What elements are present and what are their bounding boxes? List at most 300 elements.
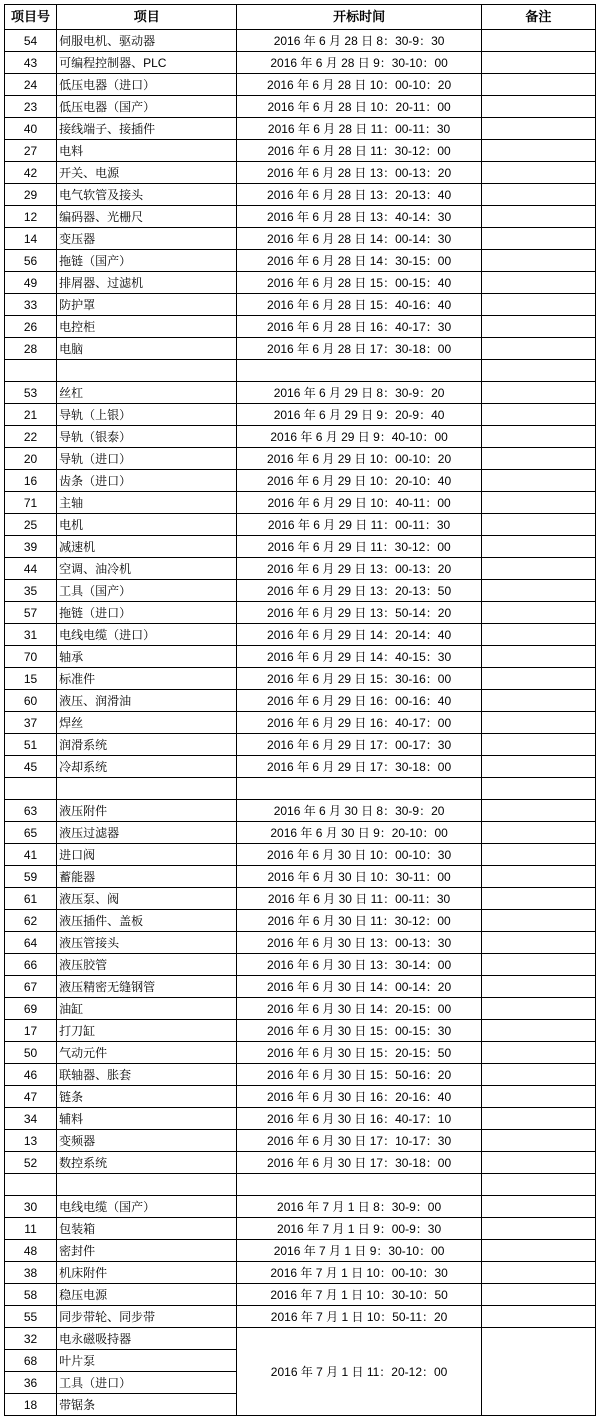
cell-remark bbox=[481, 866, 595, 888]
cell-remark bbox=[481, 844, 595, 866]
cell-bid-time: 2016 年 7 月 1 日 11：20-12：00 bbox=[237, 1328, 481, 1416]
table-row bbox=[5, 998, 596, 1020]
cell-project-name: 联轴器、胀套 bbox=[57, 1064, 237, 1086]
cell-remark bbox=[481, 338, 595, 360]
cell-bid-time: 2016 年 6 月 29 日 10：20-10：40 bbox=[237, 470, 481, 492]
cell-remark bbox=[481, 426, 595, 448]
cell-project-name: 变压器 bbox=[57, 228, 237, 250]
table-row bbox=[5, 294, 596, 316]
cell-remark bbox=[481, 74, 595, 96]
table-row bbox=[5, 1218, 596, 1240]
table-row bbox=[5, 1262, 596, 1284]
cell-remark bbox=[481, 800, 595, 822]
cell-project-no: 60 bbox=[5, 690, 57, 712]
cell-remark bbox=[481, 998, 595, 1020]
cell-remark bbox=[481, 162, 595, 184]
cell-project-name: 润滑系统 bbox=[57, 734, 237, 756]
cell-remark bbox=[481, 1218, 595, 1240]
bid-schedule-table bbox=[4, 4, 596, 1416]
column-header-project-no: 项目号 bbox=[5, 5, 57, 30]
spacer-cell bbox=[57, 1174, 237, 1196]
cell-project-name: 打刀缸 bbox=[57, 1020, 237, 1042]
cell-bid-time: 2016 年 6 月 28 日 15：00-15：40 bbox=[237, 272, 481, 294]
cell-project-name: 工具（国产） bbox=[57, 580, 237, 602]
table-row bbox=[5, 712, 596, 734]
cell-remark bbox=[481, 1042, 595, 1064]
cell-project-no: 25 bbox=[5, 514, 57, 536]
cell-remark bbox=[481, 976, 595, 998]
cell-project-no: 37 bbox=[5, 712, 57, 734]
cell-project-no: 26 bbox=[5, 316, 57, 338]
cell-project-no: 36 bbox=[5, 1372, 57, 1394]
cell-bid-time: 2016 年 6 月 30 日 15：50-16：20 bbox=[237, 1064, 481, 1086]
cell-project-name: 伺服电机、驱动器 bbox=[57, 30, 237, 52]
cell-bid-time: 2016 年 6 月 29 日 17：30-18：00 bbox=[237, 756, 481, 778]
cell-bid-time: 2016 年 6 月 28 日 8：30-9：30 bbox=[237, 30, 481, 52]
table-row bbox=[5, 206, 596, 228]
table-row bbox=[5, 52, 596, 74]
cell-bid-time: 2016 年 6 月 28 日 16：40-17：30 bbox=[237, 316, 481, 338]
cell-project-no: 17 bbox=[5, 1020, 57, 1042]
cell-remark bbox=[481, 1130, 595, 1152]
cell-project-no: 30 bbox=[5, 1196, 57, 1218]
table-row bbox=[5, 1042, 596, 1064]
cell-project-name: 稳压电源 bbox=[57, 1284, 237, 1306]
cell-project-no: 14 bbox=[5, 228, 57, 250]
table-row bbox=[5, 1086, 596, 1108]
cell-bid-time: 2016 年 6 月 30 日 10：30-11：00 bbox=[237, 866, 481, 888]
cell-project-no: 16 bbox=[5, 470, 57, 492]
cell-project-no: 35 bbox=[5, 580, 57, 602]
table-row bbox=[5, 866, 596, 888]
table-row bbox=[5, 74, 596, 96]
cell-project-no: 55 bbox=[5, 1306, 57, 1328]
cell-project-name: 冷却系统 bbox=[57, 756, 237, 778]
cell-bid-time: 2016 年 6 月 29 日 8：30-9：20 bbox=[237, 382, 481, 404]
cell-project-no: 13 bbox=[5, 1130, 57, 1152]
cell-project-no: 28 bbox=[5, 338, 57, 360]
cell-project-no: 42 bbox=[5, 162, 57, 184]
cell-project-name: 电线电缆（进口） bbox=[57, 624, 237, 646]
cell-bid-time: 2016 年 6 月 30 日 16：20-16：40 bbox=[237, 1086, 481, 1108]
table-row bbox=[5, 976, 596, 998]
cell-project-name: 标准件 bbox=[57, 668, 237, 690]
cell-project-name: 机床附件 bbox=[57, 1262, 237, 1284]
cell-project-no: 32 bbox=[5, 1328, 57, 1350]
cell-project-no: 15 bbox=[5, 668, 57, 690]
column-header-bid-time: 开标时间 bbox=[237, 5, 481, 30]
cell-bid-time: 2016 年 6 月 29 日 11：00-11：30 bbox=[237, 514, 481, 536]
cell-project-name: 空调、油冷机 bbox=[57, 558, 237, 580]
table-row bbox=[5, 844, 596, 866]
table-row bbox=[5, 1328, 596, 1350]
header-row bbox=[5, 5, 596, 30]
cell-project-name: 包装箱 bbox=[57, 1218, 237, 1240]
cell-project-name: 焊丝 bbox=[57, 712, 237, 734]
table-header bbox=[5, 5, 596, 30]
cell-remark bbox=[481, 140, 595, 162]
cell-bid-time: 2016 年 6 月 28 日 17：30-18：00 bbox=[237, 338, 481, 360]
cell-project-no: 51 bbox=[5, 734, 57, 756]
cell-remark bbox=[481, 954, 595, 976]
cell-project-name: 液压精密无缝钢管 bbox=[57, 976, 237, 998]
cell-project-no: 44 bbox=[5, 558, 57, 580]
cell-remark bbox=[481, 1284, 595, 1306]
cell-project-no: 71 bbox=[5, 492, 57, 514]
cell-bid-time: 2016 年 6 月 30 日 17：10-17：30 bbox=[237, 1130, 481, 1152]
cell-project-no: 58 bbox=[5, 1284, 57, 1306]
cell-project-no: 34 bbox=[5, 1108, 57, 1130]
cell-project-no: 53 bbox=[5, 382, 57, 404]
cell-project-name: 导轨（进口） bbox=[57, 448, 237, 470]
cell-bid-time: 2016 年 6 月 29 日 14：20-14：40 bbox=[237, 624, 481, 646]
cell-project-no: 38 bbox=[5, 1262, 57, 1284]
cell-project-name: 编码器、光栅尺 bbox=[57, 206, 237, 228]
cell-bid-time: 2016 年 6 月 28 日 11：30-12：00 bbox=[237, 140, 481, 162]
cell-bid-time: 2016 年 6 月 29 日 15：30-16：00 bbox=[237, 668, 481, 690]
table-row bbox=[5, 1108, 596, 1130]
cell-bid-time: 2016 年 7 月 1 日 10：30-10：50 bbox=[237, 1284, 481, 1306]
cell-project-no: 70 bbox=[5, 646, 57, 668]
table-row bbox=[5, 140, 596, 162]
cell-bid-time: 2016 年 6 月 30 日 9：20-10：00 bbox=[237, 822, 481, 844]
cell-bid-time: 2016 年 6 月 30 日 13：30-14：00 bbox=[237, 954, 481, 976]
cell-bid-time: 2016 年 7 月 1 日 8：30-9：00 bbox=[237, 1196, 481, 1218]
cell-project-name: 带锯条 bbox=[57, 1394, 237, 1416]
cell-bid-time: 2016 年 6 月 29 日 16：40-17：00 bbox=[237, 712, 481, 734]
cell-project-name: 电脑 bbox=[57, 338, 237, 360]
table-row bbox=[5, 1240, 596, 1262]
cell-project-name: 叶片泵 bbox=[57, 1350, 237, 1372]
cell-project-name: 密封件 bbox=[57, 1240, 237, 1262]
cell-project-name: 同步带轮、同步带 bbox=[57, 1306, 237, 1328]
cell-project-name: 可编程控制器、PLC bbox=[57, 52, 237, 74]
cell-remark bbox=[481, 1020, 595, 1042]
table-row bbox=[5, 954, 596, 976]
cell-remark bbox=[481, 404, 595, 426]
column-header-project: 项目 bbox=[57, 5, 237, 30]
cell-project-name: 低压电器（国产） bbox=[57, 96, 237, 118]
spacer-cell bbox=[57, 360, 237, 382]
cell-project-name: 液压附件 bbox=[57, 800, 237, 822]
cell-bid-time: 2016 年 6 月 28 日 15：40-16：40 bbox=[237, 294, 481, 316]
cell-remark bbox=[481, 470, 595, 492]
spacer-cell bbox=[481, 1174, 595, 1196]
cell-remark bbox=[481, 910, 595, 932]
cell-project-name: 进口阀 bbox=[57, 844, 237, 866]
cell-project-name: 变频器 bbox=[57, 1130, 237, 1152]
cell-bid-time: 2016 年 7 月 1 日 10：00-10：30 bbox=[237, 1262, 481, 1284]
cell-bid-time: 2016 年 6 月 30 日 11：30-12：00 bbox=[237, 910, 481, 932]
cell-project-no: 43 bbox=[5, 52, 57, 74]
cell-remark bbox=[481, 558, 595, 580]
cell-project-no: 40 bbox=[5, 118, 57, 140]
cell-bid-time: 2016 年 6 月 30 日 8：30-9：20 bbox=[237, 800, 481, 822]
cell-remark bbox=[481, 382, 595, 404]
cell-project-name: 油缸 bbox=[57, 998, 237, 1020]
cell-project-no: 21 bbox=[5, 404, 57, 426]
table-row bbox=[5, 646, 596, 668]
cell-bid-time: 2016 年 6 月 28 日 14：00-14：30 bbox=[237, 228, 481, 250]
table-row bbox=[5, 668, 596, 690]
spacer-cell bbox=[237, 778, 481, 800]
cell-project-no: 49 bbox=[5, 272, 57, 294]
cell-project-no: 64 bbox=[5, 932, 57, 954]
cell-bid-time: 2016 年 6 月 28 日 9：30-10：00 bbox=[237, 52, 481, 74]
cell-remark bbox=[481, 492, 595, 514]
cell-remark bbox=[481, 228, 595, 250]
cell-project-name: 液压泵、阀 bbox=[57, 888, 237, 910]
spacer-cell bbox=[481, 360, 595, 382]
cell-bid-time: 2016 年 7 月 1 日 9：00-9：30 bbox=[237, 1218, 481, 1240]
table-row bbox=[5, 624, 596, 646]
cell-remark bbox=[481, 30, 595, 52]
cell-project-no: 68 bbox=[5, 1350, 57, 1372]
cell-project-no: 18 bbox=[5, 1394, 57, 1416]
spacer-cell bbox=[5, 778, 57, 800]
cell-project-name: 链条 bbox=[57, 1086, 237, 1108]
table-row bbox=[5, 382, 596, 404]
cell-project-no: 62 bbox=[5, 910, 57, 932]
cell-project-name: 防护罩 bbox=[57, 294, 237, 316]
cell-remark bbox=[481, 712, 595, 734]
table-row bbox=[5, 272, 596, 294]
cell-project-name: 拖链（进口） bbox=[57, 602, 237, 624]
table-spacer-row bbox=[5, 778, 596, 800]
cell-remark bbox=[481, 272, 595, 294]
cell-bid-time: 2016 年 6 月 30 日 15：00-15：30 bbox=[237, 1020, 481, 1042]
cell-remark bbox=[481, 250, 595, 272]
table-row bbox=[5, 316, 596, 338]
spacer-cell bbox=[5, 360, 57, 382]
cell-project-name: 开关、电源 bbox=[57, 162, 237, 184]
cell-bid-time: 2016 年 6 月 29 日 9：20-9：40 bbox=[237, 404, 481, 426]
table-row bbox=[5, 734, 596, 756]
cell-project-name: 轴承 bbox=[57, 646, 237, 668]
cell-bid-time: 2016 年 6 月 28 日 10：00-10：20 bbox=[237, 74, 481, 96]
cell-bid-time: 2016 年 6 月 29 日 13：00-13：20 bbox=[237, 558, 481, 580]
cell-remark bbox=[481, 602, 595, 624]
cell-project-name: 齿条（进口） bbox=[57, 470, 237, 492]
cell-project-name: 液压插件、盖板 bbox=[57, 910, 237, 932]
table-row bbox=[5, 30, 596, 52]
cell-project-no: 46 bbox=[5, 1064, 57, 1086]
cell-project-name: 液压过滤器 bbox=[57, 822, 237, 844]
cell-project-no: 33 bbox=[5, 294, 57, 316]
cell-remark bbox=[481, 294, 595, 316]
cell-project-name: 数控系统 bbox=[57, 1152, 237, 1174]
table-row bbox=[5, 250, 596, 272]
table-row bbox=[5, 932, 596, 954]
cell-project-name: 电线电缆（国产） bbox=[57, 1196, 237, 1218]
cell-project-no: 12 bbox=[5, 206, 57, 228]
cell-bid-time: 2016 年 6 月 28 日 13：00-13：20 bbox=[237, 162, 481, 184]
cell-bid-time: 2016 年 6 月 30 日 11：00-11：30 bbox=[237, 888, 481, 910]
table-row bbox=[5, 426, 596, 448]
cell-project-no: 54 bbox=[5, 30, 57, 52]
cell-project-no: 63 bbox=[5, 800, 57, 822]
cell-remark bbox=[481, 624, 595, 646]
cell-bid-time: 2016 年 6 月 30 日 10：00-10：30 bbox=[237, 844, 481, 866]
table-row bbox=[5, 514, 596, 536]
cell-project-no: 29 bbox=[5, 184, 57, 206]
cell-bid-time: 2016 年 6 月 28 日 13：40-14：30 bbox=[237, 206, 481, 228]
cell-bid-time: 2016 年 6 月 29 日 13：50-14：20 bbox=[237, 602, 481, 624]
cell-bid-time: 2016 年 6 月 29 日 17：00-17：30 bbox=[237, 734, 481, 756]
cell-remark bbox=[481, 1262, 595, 1284]
cell-project-name: 电永磁吸持器 bbox=[57, 1328, 237, 1350]
table-spacer-row bbox=[5, 1174, 596, 1196]
cell-bid-time: 2016 年 6 月 30 日 16：40-17：10 bbox=[237, 1108, 481, 1130]
table-row bbox=[5, 690, 596, 712]
table-row bbox=[5, 184, 596, 206]
cell-project-no: 23 bbox=[5, 96, 57, 118]
table-row bbox=[5, 602, 596, 624]
cell-bid-time: 2016 年 6 月 29 日 13：20-13：50 bbox=[237, 580, 481, 602]
cell-project-no: 48 bbox=[5, 1240, 57, 1262]
table-row bbox=[5, 1152, 596, 1174]
table-row bbox=[5, 1064, 596, 1086]
cell-bid-time: 2016 年 7 月 1 日 9：30-10：00 bbox=[237, 1240, 481, 1262]
cell-project-name: 工具（进口） bbox=[57, 1372, 237, 1394]
cell-remark bbox=[481, 690, 595, 712]
cell-project-no: 47 bbox=[5, 1086, 57, 1108]
table-row bbox=[5, 492, 596, 514]
cell-project-name: 低压电器（进口） bbox=[57, 74, 237, 96]
cell-project-no: 27 bbox=[5, 140, 57, 162]
cell-remark bbox=[481, 96, 595, 118]
column-header-remark: 备注 bbox=[481, 5, 595, 30]
cell-remark bbox=[481, 932, 595, 954]
cell-remark bbox=[481, 1196, 595, 1218]
spacer-cell bbox=[237, 1174, 481, 1196]
cell-project-name: 电气软管及接头 bbox=[57, 184, 237, 206]
cell-project-no: 31 bbox=[5, 624, 57, 646]
cell-remark bbox=[481, 448, 595, 470]
cell-bid-time: 2016 年 7 月 1 日 10：50-11：20 bbox=[237, 1306, 481, 1328]
cell-remark bbox=[481, 756, 595, 778]
table-row bbox=[5, 228, 596, 250]
cell-project-no: 41 bbox=[5, 844, 57, 866]
table-row bbox=[5, 580, 596, 602]
table-row bbox=[5, 558, 596, 580]
cell-project-name: 电控柜 bbox=[57, 316, 237, 338]
cell-project-name: 蓄能器 bbox=[57, 866, 237, 888]
cell-project-name: 电机 bbox=[57, 514, 237, 536]
table-row bbox=[5, 404, 596, 426]
cell-bid-time: 2016 年 6 月 30 日 14：00-14：20 bbox=[237, 976, 481, 998]
cell-bid-time: 2016 年 6 月 29 日 16：00-16：40 bbox=[237, 690, 481, 712]
table-body bbox=[5, 30, 596, 1416]
cell-project-no: 52 bbox=[5, 1152, 57, 1174]
table-row bbox=[5, 448, 596, 470]
table-row bbox=[5, 1306, 596, 1328]
cell-project-name: 排屑器、过滤机 bbox=[57, 272, 237, 294]
cell-project-name: 液压管接头 bbox=[57, 932, 237, 954]
cell-bid-time: 2016 年 6 月 28 日 10：20-11：00 bbox=[237, 96, 481, 118]
cell-project-name: 电料 bbox=[57, 140, 237, 162]
cell-project-name: 辅料 bbox=[57, 1108, 237, 1130]
cell-remark bbox=[481, 580, 595, 602]
spacer-cell bbox=[481, 778, 595, 800]
cell-bid-time: 2016 年 6 月 29 日 11：30-12：00 bbox=[237, 536, 481, 558]
cell-remark bbox=[481, 206, 595, 228]
cell-project-name: 气动元件 bbox=[57, 1042, 237, 1064]
table-row bbox=[5, 756, 596, 778]
table-row bbox=[5, 470, 596, 492]
cell-project-no: 39 bbox=[5, 536, 57, 558]
cell-remark bbox=[481, 1086, 595, 1108]
cell-project-no: 59 bbox=[5, 866, 57, 888]
cell-remark bbox=[481, 734, 595, 756]
cell-remark bbox=[481, 536, 595, 558]
table-row bbox=[5, 800, 596, 822]
table-row bbox=[5, 1020, 596, 1042]
spacer-cell bbox=[57, 778, 237, 800]
cell-project-no: 22 bbox=[5, 426, 57, 448]
cell-project-no: 24 bbox=[5, 74, 57, 96]
cell-bid-time: 2016 年 6 月 28 日 11：00-11：30 bbox=[237, 118, 481, 140]
cell-project-no: 20 bbox=[5, 448, 57, 470]
spacer-cell bbox=[5, 1174, 57, 1196]
cell-bid-time: 2016 年 6 月 30 日 17：30-18：00 bbox=[237, 1152, 481, 1174]
cell-remark bbox=[481, 1240, 595, 1262]
cell-project-no: 67 bbox=[5, 976, 57, 998]
table-spacer-row bbox=[5, 360, 596, 382]
cell-bid-time: 2016 年 6 月 30 日 15：20-15：50 bbox=[237, 1042, 481, 1064]
cell-bid-time: 2016 年 6 月 29 日 10：00-10：20 bbox=[237, 448, 481, 470]
cell-remark bbox=[481, 118, 595, 140]
table-row bbox=[5, 1284, 596, 1306]
cell-project-name: 丝杠 bbox=[57, 382, 237, 404]
cell-remark bbox=[481, 316, 595, 338]
cell-project-name: 接线端子、接插件 bbox=[57, 118, 237, 140]
table-row bbox=[5, 118, 596, 140]
table-row bbox=[5, 338, 596, 360]
cell-remark bbox=[481, 1064, 595, 1086]
cell-project-name: 导轨（上银） bbox=[57, 404, 237, 426]
cell-project-name: 导轨（银泰） bbox=[57, 426, 237, 448]
cell-remark bbox=[481, 1328, 595, 1416]
cell-bid-time: 2016 年 6 月 29 日 14：40-15：30 bbox=[237, 646, 481, 668]
table-row bbox=[5, 162, 596, 184]
table-row bbox=[5, 536, 596, 558]
cell-project-no: 50 bbox=[5, 1042, 57, 1064]
table-row bbox=[5, 1196, 596, 1218]
cell-project-name: 液压、润滑油 bbox=[57, 690, 237, 712]
table-row bbox=[5, 96, 596, 118]
cell-project-no: 56 bbox=[5, 250, 57, 272]
cell-bid-time: 2016 年 6 月 29 日 9：40-10：00 bbox=[237, 426, 481, 448]
cell-remark bbox=[481, 52, 595, 74]
cell-bid-time: 2016 年 6 月 30 日 14：20-15：00 bbox=[237, 998, 481, 1020]
cell-bid-time: 2016 年 6 月 29 日 10：40-11：00 bbox=[237, 492, 481, 514]
cell-project-name: 拖链（国产） bbox=[57, 250, 237, 272]
cell-remark bbox=[481, 184, 595, 206]
table-row bbox=[5, 822, 596, 844]
table-row bbox=[5, 910, 596, 932]
cell-project-name: 减速机 bbox=[57, 536, 237, 558]
cell-bid-time: 2016 年 6 月 30 日 13：00-13：30 bbox=[237, 932, 481, 954]
cell-remark bbox=[481, 514, 595, 536]
cell-remark bbox=[481, 646, 595, 668]
cell-remark bbox=[481, 822, 595, 844]
cell-remark bbox=[481, 888, 595, 910]
cell-bid-time: 2016 年 6 月 28 日 14：30-15：00 bbox=[237, 250, 481, 272]
cell-project-no: 61 bbox=[5, 888, 57, 910]
cell-project-name: 液压胶管 bbox=[57, 954, 237, 976]
cell-remark bbox=[481, 1306, 595, 1328]
